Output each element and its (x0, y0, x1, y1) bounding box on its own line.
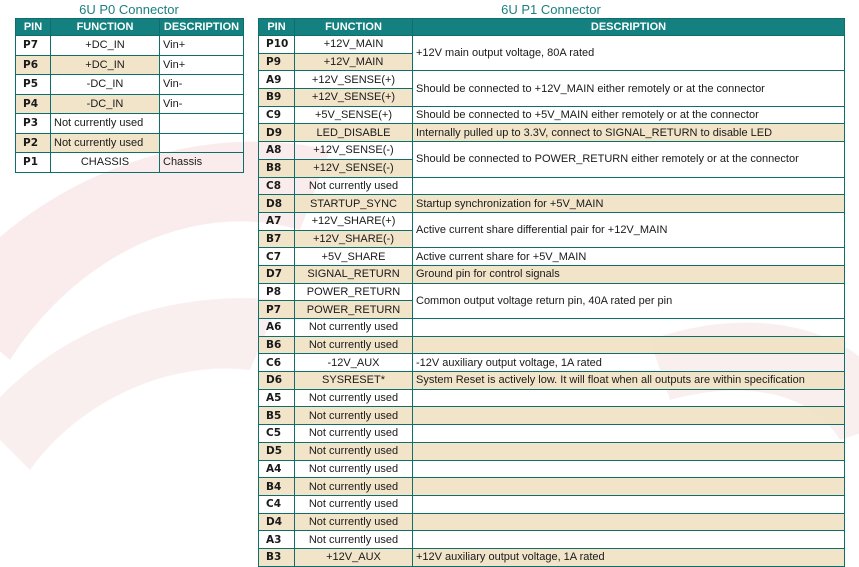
pin-cell: B6 (259, 336, 295, 354)
function-cell: Not currently used (295, 425, 413, 443)
p0-table-body (16, 36, 244, 173)
description-cell: Ground pin for control signals (413, 265, 845, 283)
pin-cell: A4 (259, 460, 295, 478)
p0-table-row (16, 133, 244, 153)
pin-cell: A9 (259, 71, 295, 89)
p1-table-row (259, 531, 845, 549)
description-cell: Vin- (160, 94, 244, 114)
pin-cell: D9 (259, 124, 295, 142)
description-cell: Vin+ (160, 55, 244, 75)
p1-table-row (259, 495, 845, 513)
description-cell (160, 114, 244, 134)
description-cell (413, 389, 845, 407)
description-cell (413, 495, 845, 513)
p1-table-row (259, 478, 845, 496)
function-cell: +12V_SHARE(+) (295, 212, 413, 230)
p1-header-row (259, 19, 845, 36)
function-cell: SIGNAL_RETURN (295, 265, 413, 283)
p1-title: 6U P1 Connector (501, 2, 601, 17)
pin-cell: P2 (16, 133, 51, 153)
description-cell: Active current share differential pair for +12V_MAIN (413, 212, 845, 247)
function-cell: POWER_RETURN (295, 283, 413, 301)
pin-cell: A7 (259, 212, 295, 230)
function-cell: +5V_SHARE (295, 248, 413, 266)
p0-table-row (16, 36, 244, 56)
pin-cell: C7 (259, 248, 295, 266)
p1-table-row (259, 354, 845, 372)
p1-table-row (259, 548, 845, 566)
p0-title: 6U P0 Connector (79, 2, 179, 17)
p1-table-row (259, 248, 845, 266)
p1-header-pin: PIN (259, 19, 295, 36)
function-cell: Not currently used (295, 442, 413, 460)
description-cell: Should be connected to +5V_MAIN either remotely or at the connector (413, 106, 845, 124)
function-cell: SYSRESET* (295, 372, 413, 390)
function-cell: +12V_SENSE(-) (295, 142, 413, 160)
p1-table-row (259, 36, 845, 54)
function-cell: Not currently used (51, 133, 160, 153)
function-cell: Not currently used (51, 114, 160, 134)
p1-table-row (259, 336, 845, 354)
description-cell: Startup synchronization for +5V_MAIN (413, 195, 845, 213)
function-cell: STARTUP_SYNC (295, 195, 413, 213)
p1-table-row (259, 319, 845, 337)
pin-cell: B7 (259, 230, 295, 248)
function-cell: Not currently used (295, 336, 413, 354)
description-cell: -12V auxiliary output voltage, 1A rated (413, 354, 845, 372)
description-cell: Vin- (160, 75, 244, 95)
description-cell (413, 336, 845, 354)
function-cell: +12V_SHARE(-) (295, 230, 413, 248)
function-cell: +DC_IN (51, 36, 160, 56)
pin-cell: P8 (259, 283, 295, 301)
p1-table-row (259, 212, 845, 230)
p0-table-row (16, 75, 244, 95)
p1-table-row (259, 265, 845, 283)
pin-cell: C8 (259, 177, 295, 195)
function-cell: LED_DISABLE (295, 124, 413, 142)
pin-cell: A6 (259, 319, 295, 337)
p0-table-row (16, 55, 244, 75)
function-cell: Not currently used (295, 177, 413, 195)
pin-cell: C9 (259, 106, 295, 124)
description-cell (413, 460, 845, 478)
pin-cell: P3 (16, 114, 51, 134)
function-cell: +12V_SENSE(+) (295, 71, 413, 89)
description-cell (413, 442, 845, 460)
function-cell: +5V_SENSE(+) (295, 106, 413, 124)
function-cell: +12V_AUX (295, 548, 413, 566)
pin-cell: D8 (259, 195, 295, 213)
function-cell: CHASSIS (51, 153, 160, 173)
pin-cell: D6 (259, 372, 295, 390)
pin-cell: P7 (259, 301, 295, 319)
p1-table-row (259, 460, 845, 478)
function-cell: +DC_IN (51, 55, 160, 75)
description-cell (413, 319, 845, 337)
p1-header-description: DESCRIPTION (413, 19, 845, 36)
pin-cell: B8 (259, 159, 295, 177)
p0-table-row (16, 114, 244, 134)
function-cell: -12V_AUX (295, 354, 413, 372)
p1-table-row (259, 71, 845, 89)
p1-table-row (259, 195, 845, 213)
function-cell: +12V_MAIN (295, 53, 413, 71)
function-cell: Not currently used (295, 513, 413, 531)
function-cell: Not currently used (295, 531, 413, 549)
description-cell: Should be connected to POWER_RETURN either remotely or at the connector (413, 142, 845, 177)
description-cell: Internally pulled up to 3.3V, connect to SIGNAL_RETURN to disable LED (413, 124, 845, 142)
pin-cell: P9 (259, 53, 295, 71)
description-cell: Chassis (160, 153, 244, 173)
pin-cell: A8 (259, 142, 295, 160)
pin-cell: P7 (16, 36, 51, 56)
description-cell (413, 425, 845, 443)
pin-cell: P10 (259, 36, 295, 54)
description-cell (413, 531, 845, 549)
p1-table-row (259, 442, 845, 460)
pin-cell: C4 (259, 495, 295, 513)
p0-header-row (16, 19, 244, 36)
function-cell: +12V_SENSE(-) (295, 159, 413, 177)
function-cell: Not currently used (295, 389, 413, 407)
function-cell: +12V_SENSE(+) (295, 89, 413, 107)
p1-connector-section (258, 2, 844, 567)
pin-cell: B4 (259, 478, 295, 496)
p1-table-row (259, 407, 845, 425)
pin-cell: P1 (16, 153, 51, 173)
pin-cell: D4 (259, 513, 295, 531)
description-cell: Active current share for +5V_MAIN (413, 248, 845, 266)
p1-pin-table (258, 18, 845, 567)
p1-table-row (259, 142, 845, 160)
p1-table-row (259, 124, 845, 142)
pin-cell: C5 (259, 425, 295, 443)
p0-header-function: FUNCTION (51, 19, 160, 36)
p1-table-row (259, 283, 845, 301)
p0-connector-section (15, 2, 243, 173)
p1-table-row (259, 513, 845, 531)
p0-header-description: DESCRIPTION (160, 19, 244, 36)
pin-cell: B9 (259, 89, 295, 107)
description-cell: Common output voltage return pin, 40A rated per pin (413, 283, 845, 318)
description-cell (413, 478, 845, 496)
p0-pin-table (15, 18, 244, 173)
p1-table-row (259, 372, 845, 390)
watermark-arc-left-2 (0, 298, 280, 470)
pin-cell: B3 (259, 548, 295, 566)
pin-cell: A5 (259, 389, 295, 407)
description-cell: Vin+ (160, 36, 244, 56)
description-cell: +12V main output voltage, 80A rated (413, 36, 845, 71)
function-cell: -DC_IN (51, 75, 160, 95)
description-cell (160, 133, 244, 153)
description-cell (413, 177, 845, 195)
description-cell: +12V auxiliary output voltage, 1A rated (413, 548, 845, 566)
description-cell: Should be connected to +12V_MAIN either remotely or at the connector (413, 71, 845, 106)
p1-table-row (259, 425, 845, 443)
p1-table-body (259, 36, 845, 567)
pin-cell: P4 (16, 94, 51, 114)
function-cell: Not currently used (295, 319, 413, 337)
p1-table-row (259, 389, 845, 407)
p0-header-pin: PIN (16, 19, 51, 36)
function-cell: Not currently used (295, 495, 413, 513)
pin-cell: D7 (259, 265, 295, 283)
function-cell: POWER_RETURN (295, 301, 413, 319)
pin-cell: A3 (259, 531, 295, 549)
p1-table-row (259, 106, 845, 124)
function-cell: Not currently used (295, 478, 413, 496)
p1-header-function: FUNCTION (295, 19, 413, 36)
p0-table-row (16, 94, 244, 114)
pin-cell: C6 (259, 354, 295, 372)
pin-cell: D5 (259, 442, 295, 460)
pin-cell: P5 (16, 75, 51, 95)
function-cell: Not currently used (295, 407, 413, 425)
function-cell: +12V_MAIN (295, 36, 413, 54)
description-cell (413, 513, 845, 531)
p1-table-row (259, 177, 845, 195)
description-cell (413, 407, 845, 425)
function-cell: -DC_IN (51, 94, 160, 114)
function-cell: Not currently used (295, 460, 413, 478)
pin-cell: B5 (259, 407, 295, 425)
description-cell: System Reset is actively low. It will float when all outputs are within specification (413, 372, 845, 390)
pin-cell: P6 (16, 55, 51, 75)
p0-table-row (16, 153, 244, 173)
